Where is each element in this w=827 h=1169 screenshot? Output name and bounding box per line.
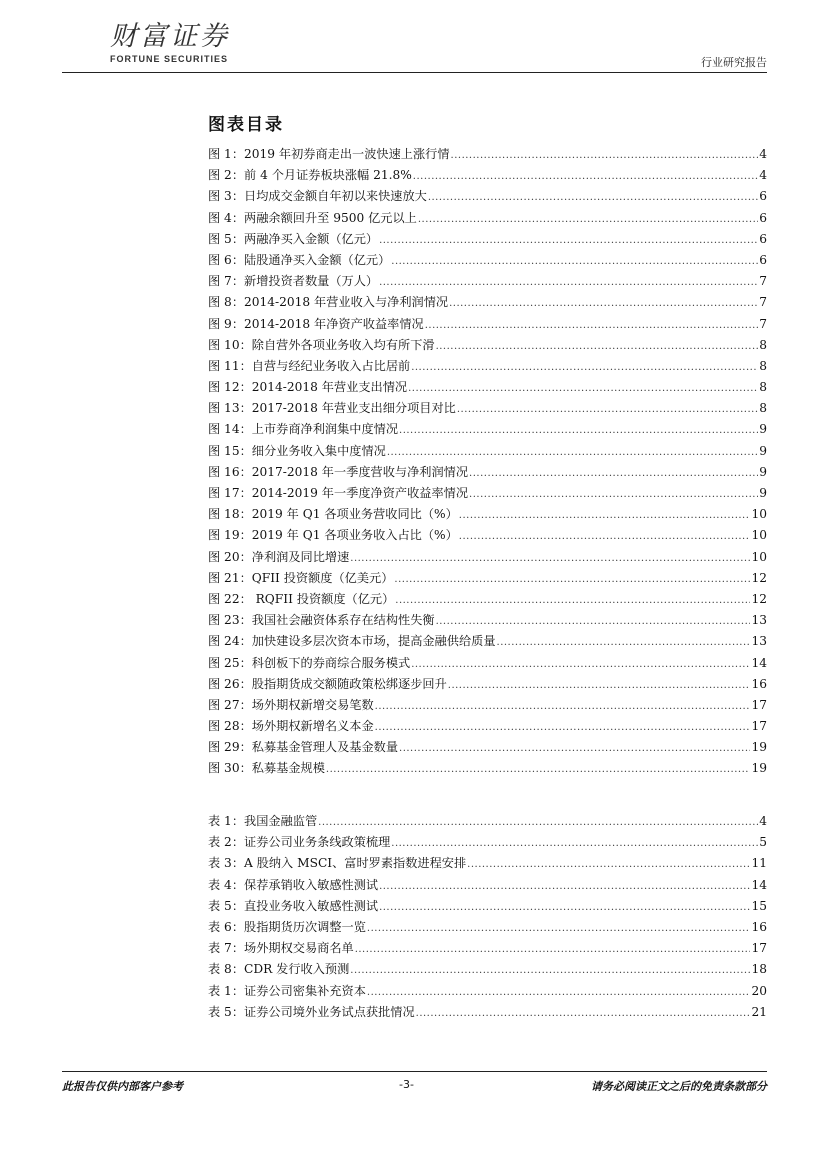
toc-entry-label: 图 25：科创板下的券商综合服务模式 (208, 655, 411, 670)
dot-leader (379, 875, 750, 897)
dot-leader (459, 525, 751, 547)
toc-entry-page: 8 (759, 380, 767, 395)
dot-leader (379, 271, 758, 293)
toc-entry-page: 19 (751, 740, 767, 755)
dot-leader (413, 165, 758, 187)
toc-entry-label: 表 5：证券公司境外业务试点获批情况 (208, 1004, 415, 1019)
toc-entry-label: 表 8：CDR 发行收入预测 (208, 962, 350, 977)
toc-entry-label: 图 1：2019 年初券商走出一波快速上涨行情 (208, 147, 450, 161)
toc-entry-page: 10 (751, 528, 767, 543)
toc-entry-label: 图 13：2017-2018 年营业支出细分项目对比 (208, 401, 456, 416)
toc-entry-page: 20 (751, 983, 767, 998)
toc-entry-page: 4 (759, 147, 767, 161)
toc-entry-page: 15 (751, 898, 767, 913)
dot-leader (375, 716, 751, 738)
table-list (208, 811, 767, 1023)
dot-leader (399, 419, 758, 441)
report-type: 行业研究报告 (701, 56, 767, 69)
dot-leader (367, 917, 751, 939)
dot-leader (457, 398, 758, 420)
toc-entry-page: 16 (751, 919, 767, 934)
toc-entry-page: 8 (759, 401, 767, 416)
toc-entry-page: 10 (751, 507, 767, 522)
logo-chinese: 财富证券 (110, 21, 230, 52)
toc-entry-page: 13 (751, 613, 767, 628)
toc-entry-page: 7 (759, 274, 767, 289)
page-header (62, 20, 767, 73)
toc-figure-entry[interactable] (208, 419, 767, 440)
dot-leader (391, 832, 758, 854)
toc-entry-label: 图 11：自营与经纪业务收入占比居前 (208, 358, 411, 373)
toc-entry-page: 10 (751, 549, 767, 564)
dot-leader (416, 1002, 751, 1024)
toc-table-entry[interactable] (208, 811, 767, 832)
toc-entry-page: 11 (751, 856, 767, 871)
dot-leader (469, 483, 758, 505)
toc-entry-page: 6 (759, 210, 767, 225)
toc-figure-entry[interactable] (208, 568, 767, 589)
dot-leader (391, 250, 758, 272)
toc-entry-page: 9 (759, 486, 767, 500)
toc-figure-entry[interactable] (208, 398, 767, 419)
toc-table-entry[interactable] (208, 832, 767, 853)
toc-figure-entry[interactable] (208, 314, 767, 335)
toc-entry-label: 图 24：加快建设多层次资本市场，提高金融供给质量 (208, 634, 496, 649)
toc-figure-entry[interactable] (208, 335, 767, 356)
company-logo (110, 22, 230, 65)
toc-entry-label: 图 9：2014-2018 年净资产收益率情况 (208, 316, 424, 331)
dot-leader (350, 547, 750, 569)
toc-entry-label: 图 14：上市券商净利润集中度情况 (208, 422, 399, 437)
dot-leader (399, 737, 750, 759)
toc-entry-page: 8 (759, 337, 767, 352)
toc-entry-label: 图 22： RQFII 投资额度（亿元） (208, 591, 395, 606)
dot-leader (436, 610, 751, 632)
dot-leader (367, 981, 751, 1003)
dot-leader (428, 186, 758, 208)
toc-figure-entry[interactable] (208, 610, 767, 631)
toc-figure-entry[interactable] (208, 377, 767, 398)
toc-figure-entry[interactable] (208, 144, 767, 165)
toc-entry-page: 21 (751, 1004, 767, 1019)
toc-figure-entry[interactable] (208, 441, 767, 462)
toc-entry-page: 7 (759, 295, 767, 310)
toc-entry-label: 表 1：我国金融监管 (208, 814, 318, 828)
toc-entry-label: 表 5：直投业务收入敏感性测试 (208, 898, 379, 913)
toc-figure-entry[interactable] (208, 292, 767, 313)
footer-notice: 请务必阅读正文之后的免责条款部分 (591, 1080, 767, 1093)
toc-entry-label: 图 16：2017-2018 年一季度营收与净利润情况 (208, 464, 469, 479)
dot-leader (355, 938, 751, 960)
toc-entry-page: 4 (759, 814, 767, 828)
toc-entry-label: 图 8：2014-2018 年营业收入与净利润情况 (208, 295, 449, 310)
toc-figure-entry[interactable] (208, 631, 767, 652)
toc-entry-label: 图 4：两融余额回升至 9500 亿元以上 (208, 210, 417, 225)
dot-leader (350, 959, 750, 981)
dot-leader (408, 377, 758, 399)
toc-figure-entry[interactable] (208, 208, 767, 229)
toc-entry-page: 9 (759, 464, 767, 479)
toc-entry-page: 14 (751, 877, 767, 892)
dot-leader (459, 504, 751, 526)
toc-entry-page: 18 (751, 962, 767, 977)
toc-entry-page: 17 (751, 941, 767, 956)
toc-entry-label: 图 30：私募基金规模 (208, 761, 325, 776)
dot-leader (395, 589, 750, 611)
dot-leader (318, 811, 758, 833)
page-number: -3- (399, 1078, 414, 1091)
toc-entry-label: 图 7：新增投资者数量（万人） (208, 274, 379, 289)
toc-entry-page: 16 (751, 676, 767, 691)
toc-entry-page: 12 (751, 591, 767, 606)
toc-entry-page: 12 (751, 570, 767, 585)
toc-figure-entry[interactable] (208, 547, 767, 568)
toc-entry-label: 图 18：2019 年 Q1 各项业务营收同比（%） (208, 507, 458, 522)
toc-table-entry[interactable] (208, 981, 767, 1002)
toc-entry-page: 6 (759, 252, 767, 267)
toc-figure-entry[interactable] (208, 483, 767, 504)
toc-entry-page: 6 (759, 231, 767, 246)
toc-entry-label: 图 19：2019 年 Q1 各项业务收入占比（%） (208, 528, 458, 543)
dot-leader (436, 335, 759, 357)
toc-figure-entry[interactable] (208, 525, 767, 546)
toc-table-entry[interactable] (208, 938, 767, 959)
toc-entry-page: 17 (751, 719, 767, 734)
toc-table-entry[interactable] (208, 875, 767, 896)
toc-entry-label: 图 28：场外期权新增名义本金 (208, 719, 374, 734)
toc-figure-entry[interactable] (208, 504, 767, 525)
toc-figure-entry[interactable] (208, 165, 767, 186)
toc-entry-label: 图 26：股指期货成交额随政策松绑逐步回升 (208, 676, 447, 691)
toc-figure-entry[interactable] (208, 186, 767, 207)
toc-entry-label: 图 20：净利润及同比增速 (208, 549, 350, 564)
toc-entry-label: 图 23：我国社会融资体系存在结构性失衡 (208, 613, 435, 628)
toc-figure-entry[interactable] (208, 356, 767, 377)
toc-entry-page: 19 (751, 761, 767, 776)
dot-leader (425, 314, 759, 336)
footer-disclaimer: 此报告仅供内部客户参考 (62, 1080, 183, 1093)
toc-figure-entry[interactable] (208, 737, 767, 758)
toc-figure-entry[interactable] (208, 674, 767, 695)
toc-entry-page: 7 (759, 316, 767, 331)
dot-leader (411, 356, 758, 378)
toc-entry-label: 图 10：除自营外各项业务收入均有所下滑 (208, 337, 435, 352)
toc-figure-entry[interactable] (208, 229, 767, 250)
dot-leader (469, 462, 758, 484)
toc-figure-entry[interactable] (208, 589, 767, 610)
dot-leader (394, 568, 750, 590)
toc-entry-label: 表 1：证券公司密集补充资本 (208, 983, 366, 998)
toc-figure-entry[interactable] (208, 695, 767, 716)
page-footer (62, 1071, 767, 1098)
toc-entry-label: 图 6：陆股通净买入金额（亿元） (208, 252, 391, 267)
toc-table-entry[interactable] (208, 1002, 767, 1023)
toc-entry-label: 表 7：场外期权交易商名单 (208, 941, 354, 956)
toc-table-entry[interactable] (208, 853, 767, 874)
toc-figure-entry[interactable] (208, 716, 767, 737)
toc-entry-label: 图 2：前 4 个月证券板块涨幅 21.8% (208, 168, 412, 183)
toc-figure-entry[interactable] (208, 758, 767, 779)
toc-entry-label: 图 29：私募基金管理人及基金数量 (208, 740, 399, 755)
toc-table-entry[interactable] (208, 959, 767, 980)
toc-entry-page: 9 (759, 443, 767, 458)
toc-title: 图表目录 (208, 115, 284, 135)
toc-entry-label: 图 27：场外期权新增交易笔数 (208, 697, 374, 712)
toc-entry-label: 表 2：证券公司业务条线政策梳理 (208, 835, 391, 850)
toc-figure-entry[interactable] (208, 653, 767, 674)
dot-leader (418, 208, 758, 230)
dot-leader (449, 292, 758, 314)
dot-leader (467, 853, 750, 875)
dot-leader (326, 758, 751, 780)
toc-entry-label: 图 21：QFII 投资额度（亿美元） (208, 570, 394, 585)
toc-entry-page: 14 (751, 655, 767, 670)
toc-entry-page: 9 (759, 422, 767, 437)
dot-leader (379, 229, 758, 251)
dot-leader (379, 896, 750, 918)
toc-entry-label: 表 6：股指期货历次调整一览 (208, 919, 366, 934)
toc-entry-label: 表 3：A 股纳入 MSCI、富时罗素指数进程安排 (208, 856, 467, 871)
toc-figure-entry[interactable] (208, 462, 767, 483)
toc-figure-entry[interactable] (208, 271, 767, 292)
toc-entry-page: 5 (759, 835, 767, 850)
toc-entry-label: 表 4：保荐承销收入敏感性测试 (208, 877, 379, 892)
dot-leader (497, 631, 751, 653)
figure-list (208, 144, 767, 780)
toc-table-entry[interactable] (208, 896, 767, 917)
toc-entry-label: 图 15：细分业务收入集中度情况 (208, 443, 386, 458)
logo-english: FORTUNE SECURITIES (110, 54, 229, 64)
toc-entry-page: 13 (751, 634, 767, 649)
toc-entry-page: 8 (759, 358, 767, 373)
toc-entry-page: 17 (751, 697, 767, 712)
toc-entry-page: 4 (759, 168, 767, 183)
dot-leader (387, 441, 758, 463)
dot-leader (411, 653, 750, 675)
toc-entry-label: 图 3：日均成交金额自年初以来快速放大 (208, 189, 427, 204)
dot-leader (375, 695, 751, 717)
toc-entry-page: 6 (759, 189, 767, 204)
dot-leader (451, 144, 759, 166)
toc-entry-label: 图 5：两融净买入金额（亿元） (208, 231, 379, 246)
toc-entry-label: 图 17：2014-2019 年一季度净资产收益率情况 (208, 486, 469, 500)
toc-table-entry[interactable] (208, 917, 767, 938)
toc-figure-entry[interactable] (208, 250, 767, 271)
toc-entry-label: 图 12：2014-2018 年营业支出情况 (208, 380, 408, 395)
dot-leader (448, 674, 751, 696)
